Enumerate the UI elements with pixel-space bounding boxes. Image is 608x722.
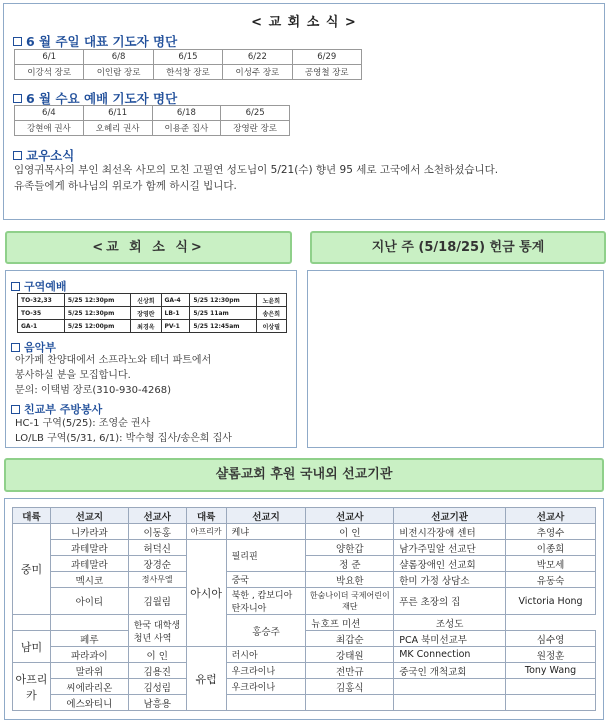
prayer-date-cell: 6/15 [153, 50, 222, 65]
table-row [13, 524, 596, 540]
checkbox-square-icon [13, 94, 22, 103]
missionary-cell: 정 준 [306, 556, 394, 572]
mission-site-cell: 북한 , 캄보디아 탄자니아 [226, 588, 306, 615]
mission-site-cell: 러시아 [226, 647, 306, 663]
mission-org-cell: 샬롬장애인 선교회 [394, 556, 506, 572]
church-news-header: <교 회 소 식> [5, 231, 292, 264]
missionary-cell: 이종희 [506, 540, 596, 556]
sunday-prayer-table [14, 49, 362, 80]
table-row [13, 647, 596, 663]
column-header: 선교사 [128, 508, 186, 524]
missionary-cell: 장경순 [128, 556, 186, 572]
mission-site-cell: 필리핀 [226, 540, 306, 572]
table-row [18, 320, 287, 333]
district-cell: 5/25 12:30pm [64, 307, 130, 320]
offering-stats-box [307, 270, 604, 448]
region-cell: 아프리카 [186, 524, 226, 540]
missionary-cell [506, 695, 596, 711]
district-cell: 장영란 [131, 307, 161, 320]
district-cell: 노윤희 [256, 294, 286, 307]
mission-org-cell: 뉴호프 미션 [306, 615, 394, 631]
checkbox-square-icon [13, 151, 22, 160]
table-row [13, 572, 596, 588]
missionary-cell: 홍승주 [226, 615, 306, 647]
district-cell: GA-1 [18, 320, 65, 333]
region-cell: 중미 [13, 524, 51, 615]
mission-site-cell: 과테말라 [50, 540, 128, 556]
mission-site-cell: 말라위 [50, 663, 128, 679]
district-cell: TO-32,33 [18, 294, 65, 307]
page-title: < 교 회 소 식 > [251, 15, 357, 30]
music-dept-title: 음악부 [11, 339, 56, 355]
mission-site-cell: 과테말라 [50, 556, 128, 572]
music-dept-text: 아가페 찬양대에서 소프라노와 테너 파트에서 봉사하실 분을 모집합니다. 문의: 이택범 장로(310-930-4268) [15, 355, 212, 396]
missionary-cell [50, 615, 128, 631]
district-cell: TO-35 [18, 307, 65, 320]
checkbox-square-icon [13, 37, 22, 46]
region-cell: 아시아 [186, 540, 226, 647]
mission-site-cell [226, 695, 306, 711]
missions-header: 샬롬교회 후원 국내외 선교기관 [4, 458, 604, 492]
missionary-cell: 최갑순 [306, 631, 394, 647]
missionary-cell: 이 인 [306, 524, 394, 540]
checkbox-square-icon [11, 343, 20, 352]
missionary-cell: 허덕신 [128, 540, 186, 556]
district-cell: 이상필 [256, 320, 286, 333]
mission-site-cell: 멕시코 [50, 572, 128, 588]
district-cell: 5/25 12:30pm [190, 294, 256, 307]
district-cell: PV-1 [161, 320, 190, 333]
table-row [13, 695, 596, 711]
district-worship-table [17, 293, 287, 333]
missionary-cell: Victoria Hong [506, 588, 596, 615]
prayer-name-cell: 이용준 집사 [152, 121, 221, 136]
missionary-cell [306, 695, 394, 711]
column-header: 대륙 [186, 508, 226, 524]
missionary-cell: 김용진 [128, 663, 186, 679]
member-news-title: 교우소식 [13, 146, 74, 164]
missionary-cell: 박모세 [506, 556, 596, 572]
prayer-date-cell: 6/11 [83, 106, 152, 121]
prayer-date-cell: 6/18 [152, 106, 221, 121]
missionary-cell [506, 679, 596, 695]
mission-org-cell [394, 695, 506, 711]
missions-box [4, 498, 604, 720]
mission-org-cell: 푸른 초장의 집 [394, 588, 506, 615]
prayer-name-cell: 한석창 장로 [153, 65, 222, 80]
table-row [15, 65, 362, 80]
prayer-name-cell: 강현애 권사 [15, 121, 84, 136]
region-cell: 아프리카 [13, 663, 51, 711]
mission-org-cell: PCA 북미선교부 [394, 631, 506, 647]
district-cell: 5/25 12:45am [190, 320, 256, 333]
table-row [18, 294, 287, 307]
column-header: 선교지 [50, 508, 128, 524]
missionary-cell: 김월림 [128, 588, 186, 615]
mission-org-cell: MK Connection [394, 647, 506, 663]
prayer-date-cell: 6/8 [84, 50, 153, 65]
mission-site-cell: 한국 대학생 청년 사역 [128, 615, 186, 647]
prayer-date-cell: 6/4 [15, 106, 84, 121]
table-row [13, 615, 596, 631]
mission-org-cell [394, 679, 506, 695]
missionary-cell: 김성림 [128, 679, 186, 695]
mission-site-cell: 우크라이나 [226, 679, 306, 695]
mission-org-cell: 중국인 개척교회 [394, 663, 506, 679]
column-header: 선교지 [226, 508, 306, 524]
prayer-name-cell: 공영철 장로 [292, 65, 361, 80]
mission-org-cell: 한미 가정 상담소 [394, 572, 506, 588]
kitchen-service-title: 친교부 주방봉사 [11, 401, 102, 417]
district-cell: GA-4 [161, 294, 190, 307]
missionary-cell: 전만규 [306, 663, 394, 679]
mission-site-cell: 파라과이 [50, 647, 128, 663]
missionary-cell: 박요한 [306, 572, 394, 588]
sunday-prayer-title: 6 월 주일 대표 기도자 명단 [13, 32, 177, 50]
prayer-date-cell: 6/25 [221, 106, 290, 121]
missionary-cell: 이동홍 [128, 524, 186, 540]
mission-org-cell: 비전시각장애 센터 [394, 524, 506, 540]
district-cell: 5/25 12:30pm [64, 294, 130, 307]
mission-site-cell: 니카라과 [50, 524, 128, 540]
district-cell: 5/25 11am [190, 307, 256, 320]
table-row [15, 121, 290, 136]
mission-site-cell: 씨에라리온 [50, 679, 128, 695]
prayer-date-cell: 6/1 [15, 50, 84, 65]
missionary-cell: 한숨나이더 국제어린이 재단 [306, 588, 394, 615]
kitchen-service-text: HC-1 구역(5/25): 조영순 권사 LO/LB 구역(5/31, 6/1): 박수형 집사/송은희 집사 [15, 418, 232, 444]
table-row [15, 106, 290, 121]
missionary-cell: 강태원 [306, 647, 394, 663]
prayer-date-cell: 6/22 [223, 50, 292, 65]
mission-site-cell: 중국 [226, 572, 306, 588]
missionary-cell: 원정훈 [506, 647, 596, 663]
district-cell: 최경옥 [131, 320, 161, 333]
district-cell: 5/25 12:00pm [64, 320, 130, 333]
prayer-name-cell: 이성주 장로 [223, 65, 292, 80]
prayer-name-cell: 이인람 장로 [84, 65, 153, 80]
mission-site-cell: 우크라이나 [226, 663, 306, 679]
mission-site-cell: 아이티 [50, 588, 128, 615]
region-cell: 남미 [13, 631, 51, 663]
column-header: 선교기관 [394, 508, 506, 524]
table-row [13, 588, 596, 615]
missions-table [12, 507, 596, 711]
prayer-name-cell: 장영란 장로 [221, 121, 290, 136]
prayer-name-cell: 이강석 장로 [15, 65, 84, 80]
table-row [15, 50, 362, 65]
missionary-cell: 양한갑 [306, 540, 394, 556]
prayer-date-cell: 6/29 [292, 50, 361, 65]
district-worship-title: 구역예배 [11, 278, 67, 294]
district-cell: LB-1 [161, 307, 190, 320]
table-row [13, 540, 596, 556]
missionary-cell: 추영수 [506, 524, 596, 540]
column-header: 선교사 [506, 508, 596, 524]
missionary-cell: 남흥용 [128, 695, 186, 711]
wednesday-prayer-table [14, 105, 290, 136]
mission-site-cell [13, 615, 51, 631]
checkbox-square-icon [11, 282, 20, 291]
missionary-cell: 유동숙 [506, 572, 596, 588]
missionary-cell: 김홍식 [306, 679, 394, 695]
mission-site-cell: 에스와티니 [50, 695, 128, 711]
table-row [13, 679, 596, 695]
church-news-left [5, 270, 297, 448]
mission-site-cell: 케냐 [226, 524, 306, 540]
wednesday-prayer-title: 6 월 수요 예배 기도자 명단 [13, 89, 177, 107]
missionary-cell: Tony Wang [506, 663, 596, 679]
offering-stats-header: 지난 주 (5/18/25) 헌금 통계 [310, 231, 606, 264]
member-news-text: 임영귀목사의 부인 최선옥 사모의 모친 고필연 성도님이 5/21(수) 향년 95 세로 고국에서 소천하셨습니다. 유족들에게 하나님의 위로가 함께 하시길 빕니다. [14, 164, 499, 192]
column-header: 대륙 [13, 508, 51, 524]
table-row [18, 307, 287, 320]
district-cell: 신상희 [131, 294, 161, 307]
mission-org-cell: 남가주밀알 선교단 [394, 540, 506, 556]
mission-site-cell: 페루 [50, 631, 128, 647]
table-row [13, 663, 596, 679]
region-cell: 유럽 [186, 647, 226, 711]
missionary-cell: 조성도 [394, 615, 506, 631]
checkbox-square-icon [11, 405, 20, 414]
missionary-cell: 정사무엘 [128, 572, 186, 588]
missionary-cell: 심수영 [506, 631, 596, 647]
missionary-cell: 이 인 [128, 647, 186, 663]
table-header-row [13, 508, 596, 524]
church-news-top [3, 3, 605, 220]
column-header: 선교사 [306, 508, 394, 524]
district-cell: 송은희 [256, 307, 286, 320]
prayer-name-cell: 오혜리 권사 [83, 121, 152, 136]
